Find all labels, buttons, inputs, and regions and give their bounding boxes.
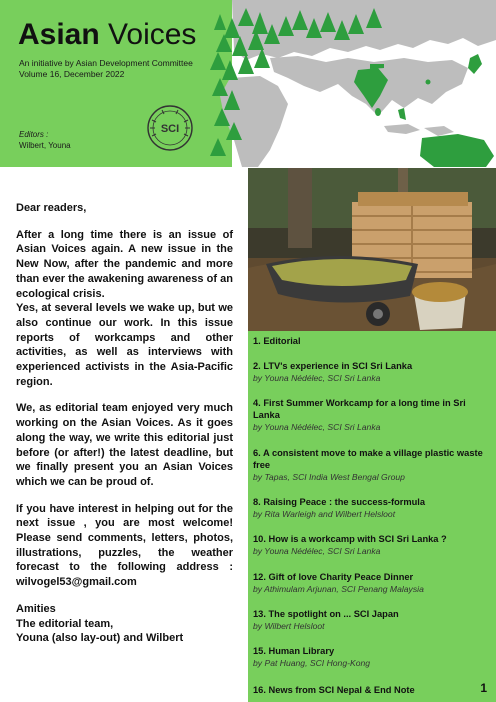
page-number: 1 <box>480 681 487 695</box>
table-of-contents <box>248 331 496 702</box>
toc-item-title: 8. Raising Peace : the success-formula <box>253 497 426 507</box>
sci-logo-icon <box>146 104 194 152</box>
toc-item-author: by Wilbert Helsloot <box>253 621 325 631</box>
toc-item[interactable] <box>253 571 491 595</box>
editorial-closing-2: The editorial team, <box>16 617 114 630</box>
editorial-closing-3: Youna (also lay-out) and Wilbert <box>16 632 184 645</box>
toc-item[interactable] <box>253 335 491 347</box>
toc-item-title: 12. Gift of love Charity Peace Dinner <box>253 572 414 582</box>
subtitle-line-2: Volume 16, December 2022 <box>19 69 125 79</box>
toc-item[interactable] <box>253 645 491 669</box>
logo-text: SCI <box>160 123 180 135</box>
editors-block <box>19 129 71 151</box>
editorial-paragraph-3: We, as editorial team enjoyed very much working on the Asian Voices. As it goes along the way, we write this editorial just before (or after!) the latest deadline, but we finally present you an Asian Voices which we can be proud of. <box>16 402 233 488</box>
editorial-paragraph-1: After a long time there is an issue of Asian Voices again. A new issue in the New Now, after the pandemic and more than ever the awakening awareness of an ecological crisis. <box>16 228 233 300</box>
asia-world-map <box>208 0 496 167</box>
editorial-closing-1: Amities <box>16 602 56 615</box>
title-light: Voices <box>108 18 197 51</box>
toc-item-title: 2. LTV's experience in SCI Sri Lanka <box>253 361 413 371</box>
toc-item[interactable] <box>253 608 491 632</box>
toc-item-author: by Rita Warleigh and Wilbert Helsloot <box>253 509 396 519</box>
toc-item-author: by Pat Huang, SCI Hong-Kong <box>253 658 371 668</box>
editorial-text <box>16 201 233 646</box>
toc-item-title: 10. How is a workcamp with SCI Sri Lanka ? <box>253 534 447 544</box>
subtitle <box>19 58 193 80</box>
toc-item-author: by Youna Nédélec, SCI Sri Lanka <box>253 546 381 556</box>
toc-item[interactable] <box>253 496 491 520</box>
toc-item[interactable] <box>253 533 491 557</box>
header <box>0 0 496 167</box>
toc-item[interactable] <box>253 397 491 433</box>
toc-item-author: by Tapas, SCI India West Bengal Group <box>253 472 405 482</box>
editorial-paragraph-2: Yes, at several levels we wake up, but we also continue our work. In this issue reports of workcamps and other activities, as well as interviews with experienced activists in the Asia-Pacific region. <box>16 302 233 388</box>
toc-item[interactable] <box>253 360 491 384</box>
toc-item-title: 4. First Summer Workcamp for a long time in Sri Lanka <box>253 398 466 420</box>
toc-item-author: by Youna Nédélec, SCI Sri Lanka <box>253 422 381 432</box>
toc-item-title: 16. News from SCI Nepal & End Note <box>253 685 415 695</box>
editors-names: Wilbert, Youna <box>19 141 71 150</box>
page-title <box>18 18 196 52</box>
editorial-greeting: Dear readers, <box>16 202 87 214</box>
compost-garden-photo <box>248 168 496 331</box>
toc-item-title: 13. The spotlight on ... SCI Japan <box>253 609 399 619</box>
toc-item[interactable] <box>253 684 491 696</box>
toc-item-author: by Youna Nédélec, SCI Sri Lanka <box>253 373 381 383</box>
toc-item-title: 1. Editorial <box>253 336 301 346</box>
toc-item-title: 15. Human Library <box>253 646 335 656</box>
subtitle-line-1: An initiative by Asian Development Committee <box>19 58 193 68</box>
title-bold: Asian <box>18 18 100 51</box>
toc-item-title: 6. A consistent move to make a village plastic waste free <box>253 448 483 470</box>
editors-label: Editors : <box>19 130 49 139</box>
toc-item-author: by Athimulam Arjunan, SCI Penang Malaysia <box>253 584 424 594</box>
toc-item[interactable] <box>253 447 491 483</box>
editorial-paragraph-4: If you have interest in helping out for the next issue , you are most welcome! Please send comments, letters, photos, illustrations, puzzles, the weather forecast to the following address : wilvogel53@gmail.com <box>16 502 233 589</box>
